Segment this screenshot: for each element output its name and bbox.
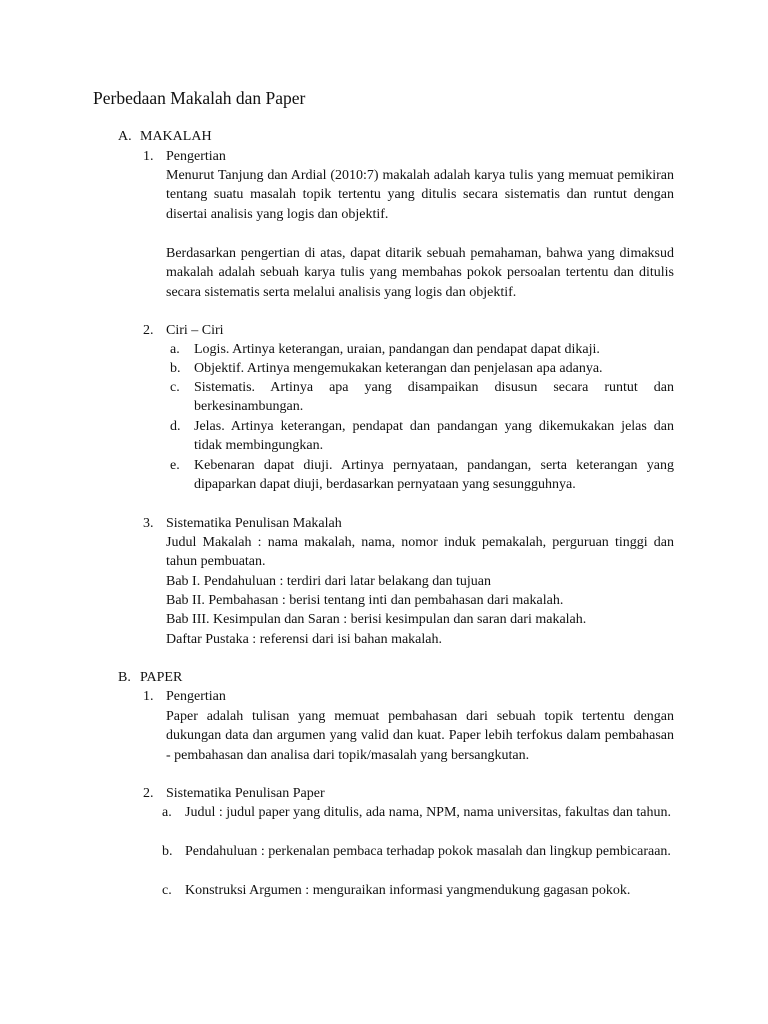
ciri-heading: Ciri – Ciri: [166, 323, 224, 338]
ciri-item-text: Kebenaran dapat diuji. Artinya pernyataan, pandangan, serta keterangan yang dipaparkan dapat diuji, berdasarkan pernyataan yang sesungguhnya.: [194, 458, 674, 493]
sistematika-makalah-marker: 3.: [143, 516, 154, 531]
ciri-item-marker: d.: [170, 419, 181, 434]
makalah-conclusion-paragraph: Berdasarkan pengertian di atas, dapat ditarik sebuah pemahaman, bahwa yang dimaksud makalah adalah sebuah karya tulis yang membahas pokok persoalan tertentu dan ditulis secara sistematis serta melalui analisis yang logis dan objektif.: [166, 246, 674, 300]
makalah-definition-paragraph: Menurut Tanjung dan Ardial (2010:7) makalah adalah karya tulis yang memuat pemikiran tentang suatu masalah topik tertentu yang ditulis secara sistematis dan runtut dengan disertai analisis yang logis dan objektif.: [166, 168, 674, 222]
section-b-marker: B.: [118, 670, 131, 685]
sistematika-line: Bab II. Pembahasan : berisi tentang inti dan pembahasan dari makalah.: [166, 593, 564, 608]
ciri-item-text: Sistematis. Artinya apa yang disampaikan disusun secara runtut dan berkesinambungan.: [194, 380, 674, 415]
section-a-marker: A.: [118, 129, 132, 144]
makalah-pengertian-marker: 1.: [143, 149, 154, 164]
document-title: Perbedaan Makalah dan Paper: [93, 88, 306, 108]
ciri-item-text: Objektif. Artinya mengemukakan keterangan dan penjelasan apa adanya.: [194, 361, 603, 376]
paper-definition-paragraph: Paper adalah tulisan yang memuat pembahasan dari sebuah topik tertentu dengan dukungan data dan argumen yang valid dan kuat. Paper lebih terfokus dalam pembahasan - pembahasan dan analisa dari topik/masalah yang bersangkutan.: [166, 709, 674, 763]
ciri-item-marker: c.: [170, 380, 180, 395]
paper-item-marker: a.: [162, 805, 172, 820]
paper-item-text: Konstruksi Argumen : menguraikan informasi yangmendukung gagasan pokok.: [185, 883, 631, 898]
paper-item-text: Pendahuluan : perkenalan pembaca terhadap pokok masalah dan lingkup pembicaraan.: [185, 844, 671, 859]
ciri-item-marker: b.: [170, 361, 181, 376]
makalah-pengertian-heading: Pengertian: [166, 149, 226, 164]
paper-pengertian-heading: Pengertian: [166, 689, 226, 704]
sistematika-line: Bab III. Kesimpulan dan Saran : berisi kesimpulan dan saran dari makalah.: [166, 612, 587, 627]
ciri-item-text: Logis. Artinya keterangan, uraian, pandangan dan pendapat dapat dikaji.: [194, 342, 600, 357]
paper-item-text: Judul : judul paper yang ditulis, ada nama, NPM, nama universitas, fakultas dan tahun.: [185, 805, 672, 820]
ciri-item-marker: e.: [170, 458, 180, 473]
sistematika-line: Bab I. Pendahuluan : terdiri dari latar belakang dan tujuan: [166, 574, 492, 589]
ciri-item-text: Jelas. Artinya keterangan, pendapat dan pandangan yang dikemukakan jelas dan tidak membingungkan.: [194, 419, 674, 454]
sistematika-line: Daftar Pustaka : referensi dari isi bahan makalah.: [166, 632, 443, 647]
sistematika-paper-heading: Sistematika Penulisan Paper: [166, 786, 325, 801]
section-a-heading: MAKALAH: [140, 129, 212, 144]
judul-makalah-paragraph: Judul Makalah : nama makalah, nama, nomor induk pemakalah, perguruan tinggi dan tahun pembuatan.: [166, 535, 674, 570]
section-b-heading: PAPER: [140, 670, 183, 685]
sistematika-makalah-heading: Sistematika Penulisan Makalah: [166, 516, 342, 531]
ciri-marker: 2.: [143, 323, 154, 338]
sistematika-paper-marker: 2.: [143, 786, 154, 801]
ciri-item-marker: a.: [170, 342, 180, 357]
paper-pengertian-marker: 1.: [143, 689, 154, 704]
paper-item-marker: c.: [162, 883, 172, 898]
paper-item-marker: b.: [162, 844, 173, 859]
